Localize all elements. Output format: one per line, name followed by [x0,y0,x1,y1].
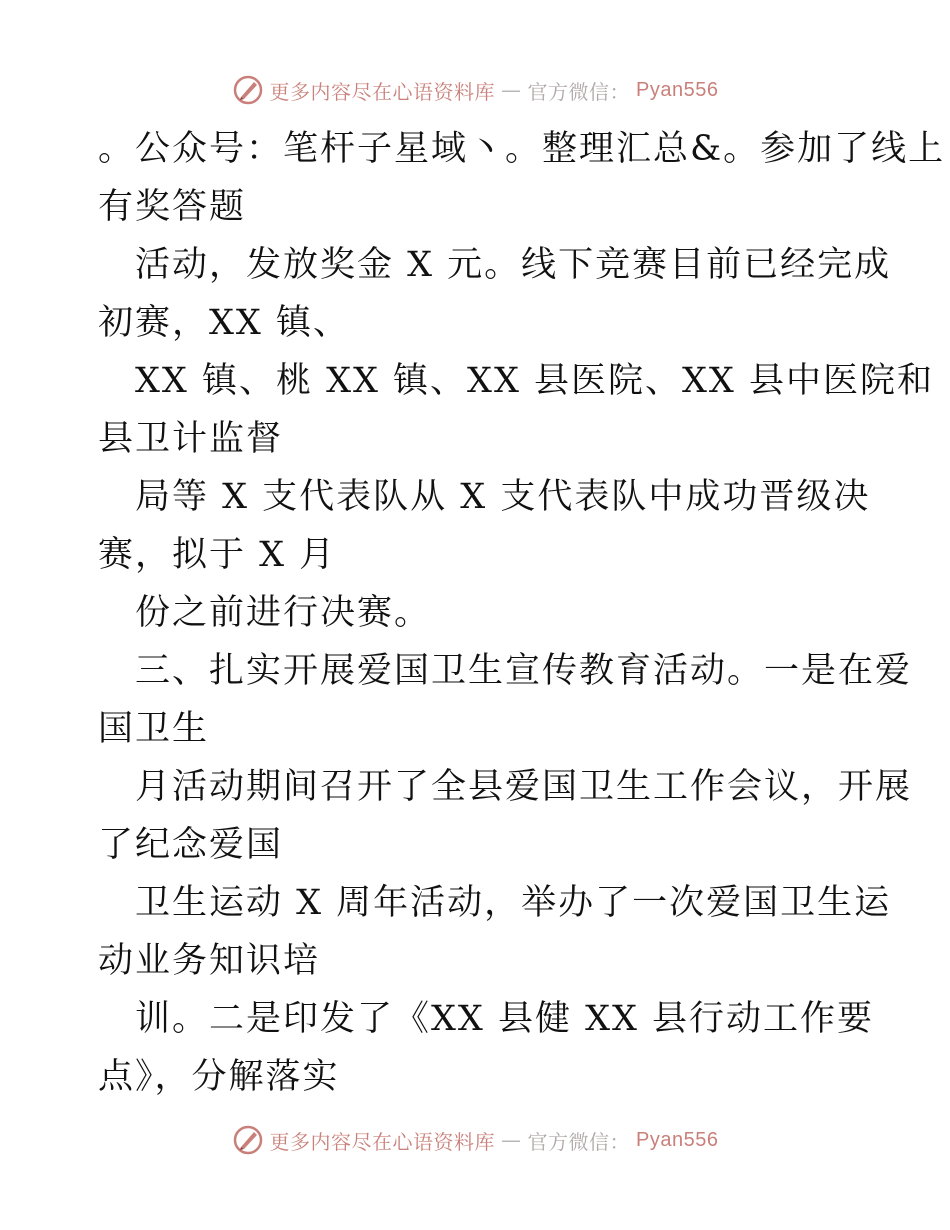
banner-promo-text: 更多内容尽在心语资料库 [269,79,496,104]
document-line: 有奖答题 [98,187,247,227]
document-line: 国卫生 [98,709,210,749]
document-line: 三、扎实开展爱国卫生宣传教育活动。一是在爱 [135,651,913,691]
banner-wechat-handle: Pyan556 [636,1128,719,1151]
document-line: 县卫计监督 [98,419,284,459]
footer-banner [0,1120,950,1160]
document-line: 活动，发放奖金 X 元。线下竞赛目前已经完成 [135,245,892,285]
document-line: 局等 X 支代表队从 X 支代表队中成功晋级决 [135,477,871,517]
document-line: 点》，分解落实 [98,1057,340,1097]
banner-wechat-label: 官方微信： [527,79,631,104]
header-banner [0,70,950,110]
document-line: 赛，拟于 X 月 [98,535,337,575]
document-body [98,120,946,1106]
document-line: 初赛，XX 镇、 [98,303,350,343]
document-line: 月活动期间召开了全县爱国卫生工作会议，开展 [135,767,913,807]
banner-separator: — [501,78,522,102]
document-line: 。公众号：笔杆子星域丶。整理汇总&。参加了线上 [98,129,946,169]
document-line: 训。二是印发了《XX 县健 XX 县行动工作要 [135,999,875,1039]
banner-wechat-handle: Pyan556 [636,78,719,101]
document-line: 份之前进行决赛。 [135,593,432,633]
document-line: 了纪念爱国 [98,825,284,865]
banner-promo-text: 更多内容尽在心语资料库 [269,1129,496,1154]
banner-separator: — [501,1128,522,1152]
document-line: 卫生运动 X 周年活动，举办了一次爱国卫生运 [135,883,892,923]
pen-circle-logo-icon [232,1124,264,1156]
pen-circle-logo-icon [232,74,264,106]
banner-wechat-label: 官方微信： [527,1129,631,1154]
document-line: 动业务知识培 [98,941,321,981]
document-line: XX 镇、桃 XX 镇、XX 县医院、XX 县中医院和 [135,361,934,401]
